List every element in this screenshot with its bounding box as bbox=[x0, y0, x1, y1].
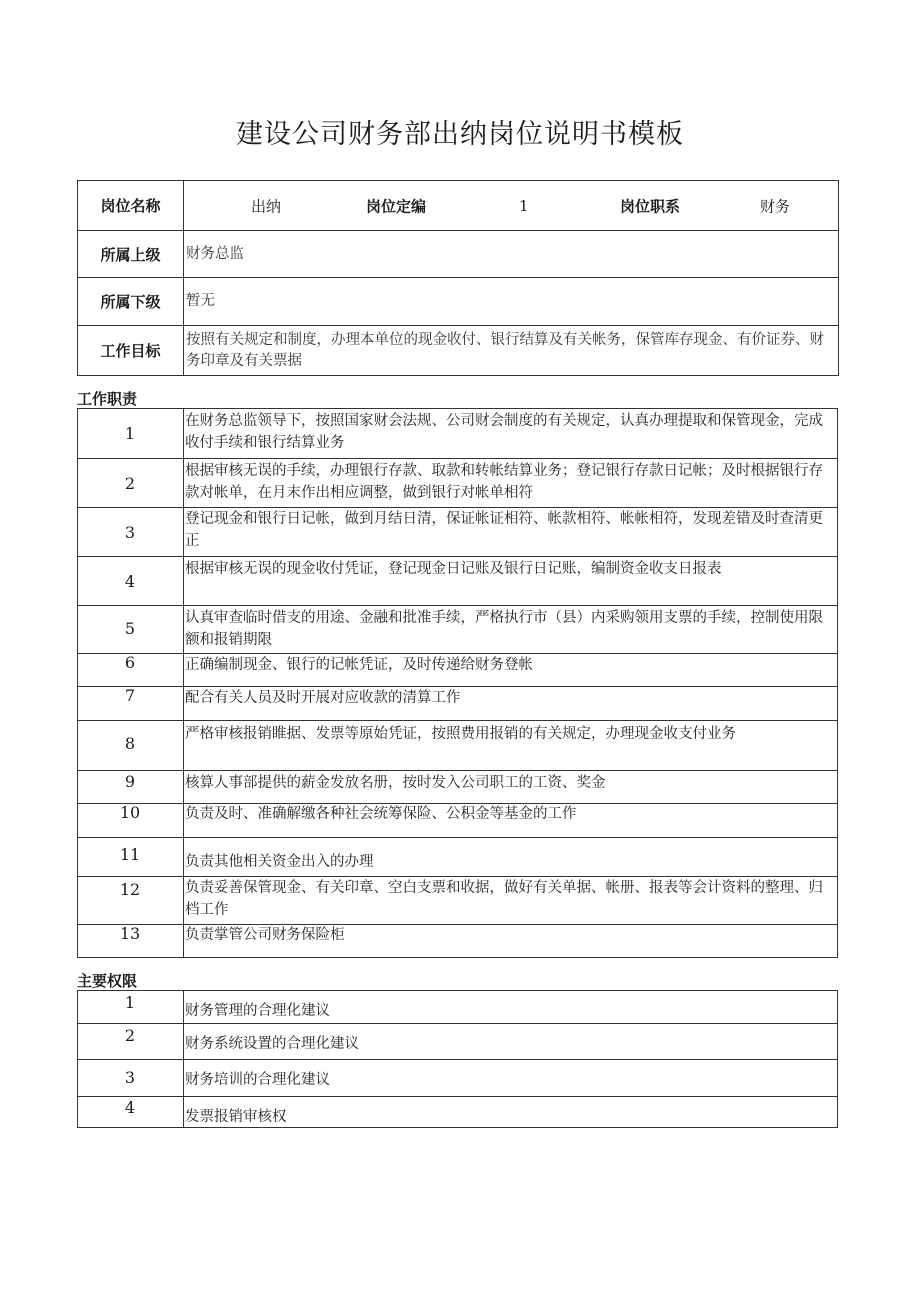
duty-text: 核算人事部提供的薪金发放名册，按时发入公司职工的工资、奖金 bbox=[185, 775, 606, 791]
duty-row-7 bbox=[77, 686, 838, 720]
duty-number: 5 bbox=[124, 619, 136, 638]
goal-label: 工作目标 bbox=[78, 326, 184, 376]
duty-text: 负责其他相关资金出入的办理 bbox=[185, 854, 374, 870]
authority-row-1 bbox=[77, 990, 838, 1023]
duty-number: 12 bbox=[119, 880, 141, 899]
authority-row-3 bbox=[77, 1059, 838, 1096]
authority-text: 财务管理的合理化建议 bbox=[185, 1003, 330, 1019]
position-info-cell bbox=[184, 181, 839, 231]
duty-number: 11 bbox=[119, 845, 141, 864]
superior-value: 财务总监 bbox=[184, 231, 839, 278]
position-family-label: 岗位职系 bbox=[620, 197, 681, 215]
position-name-label: 岗位名称 bbox=[78, 181, 184, 231]
subordinate-label: 所属下级 bbox=[78, 278, 184, 326]
goal-row bbox=[78, 326, 839, 376]
duty-number: 3 bbox=[124, 523, 136, 542]
authority-text: 财务培训的合理化建议 bbox=[185, 1072, 330, 1088]
authority-number: 4 bbox=[124, 1098, 136, 1117]
authority-row-2 bbox=[77, 1023, 838, 1059]
duty-row-2 bbox=[77, 458, 838, 507]
position-row bbox=[78, 181, 839, 231]
goal-value: 按照有关规定和制度，办理本单位的现金收付、银行结算及有关帐务，保管库存现金、有价证券、财务印章及有关票据 bbox=[184, 326, 839, 376]
duty-text: 根据审核无误的手续，办理银行存款、取款和转帐结算业务；登记银行存款日记帐；及时根据银行存款对帐单，在月末作出相应调整，做到银行对帐单相符 bbox=[185, 463, 823, 501]
duty-number: 9 bbox=[124, 772, 136, 791]
duty-row-divider bbox=[77, 957, 838, 958]
duty-text: 登记现金和银行日记帐，做到月结日清，保证帐证相符、帐款相符、帐帐相符，发现差错及时查清更正 bbox=[185, 511, 823, 549]
header-table bbox=[77, 180, 839, 376]
superior-label: 所属上级 bbox=[78, 231, 184, 278]
authority-heading: 主要权限 bbox=[77, 972, 138, 990]
duty-number: 8 bbox=[124, 734, 136, 753]
authority-number: 2 bbox=[124, 1026, 136, 1045]
duties-table bbox=[77, 408, 838, 957]
duty-row-10 bbox=[77, 803, 838, 837]
duty-text: 正确编制现金、银行的记帐凭证，及时传递给财务登帐 bbox=[185, 657, 533, 673]
duties-heading: 工作职责 bbox=[77, 390, 138, 408]
duty-number: 7 bbox=[124, 686, 136, 705]
duty-text: 根据审核无误的现金收付凭证，登记现金日记账及银行日记账，编制资金收支日报表 bbox=[185, 561, 722, 577]
duty-row-12 bbox=[77, 876, 838, 924]
superior-row bbox=[78, 231, 839, 278]
duty-number: 2 bbox=[124, 474, 136, 493]
duty-text: 认真审查临时借支的用途、金融和批准手续，严格执行市（县）内采购领用支票的手续，控制使用限额和报销期限 bbox=[185, 610, 823, 648]
duty-text: 配合有关人员及时开展对应收款的清算工作 bbox=[185, 690, 461, 706]
duty-row-3 bbox=[77, 507, 838, 556]
duty-text: 负责掌管公司财务保险柜 bbox=[185, 927, 345, 943]
authority-text: 财务系统设置的合理化建议 bbox=[185, 1036, 359, 1052]
duty-row-11 bbox=[77, 837, 838, 876]
duty-number: 10 bbox=[119, 803, 141, 822]
position-family-value: 财务 bbox=[760, 197, 791, 215]
authority-number: 1 bbox=[124, 993, 136, 1012]
subordinate-value: 暂无 bbox=[184, 278, 839, 326]
position-quota-label: 岗位定编 bbox=[366, 197, 427, 215]
duty-row-1 bbox=[77, 408, 838, 458]
duty-text: 严格审核报销睢据、发票等原始凭证，按照费用报销的有关规定，办理现金收支付业务 bbox=[185, 726, 736, 742]
duty-row-8 bbox=[77, 720, 838, 770]
authority-number: 3 bbox=[124, 1068, 136, 1087]
authority-text: 发票报销审核权 bbox=[185, 1109, 287, 1125]
duty-row-5 bbox=[77, 605, 838, 653]
page-title: 建设公司财务部出纳岗位说明书模板 bbox=[236, 119, 684, 150]
duty-text: 负责妥善保管现金、有关印章、空白支票和收据，做好有关单据、帐册、报表等会计资料的整理、归档工作 bbox=[185, 880, 823, 918]
duty-text: 负责及时、准确解缴各种社会统筹保险、公积金等基金的工作 bbox=[185, 806, 577, 822]
duty-row-13 bbox=[77, 924, 838, 957]
subordinate-row bbox=[78, 278, 839, 326]
duty-number: 6 bbox=[124, 653, 136, 672]
duty-number: 4 bbox=[124, 572, 136, 591]
position-quota-value: 1 bbox=[519, 196, 529, 215]
authority-table bbox=[77, 990, 838, 1127]
duty-row-9 bbox=[77, 770, 838, 803]
authority-row-4 bbox=[77, 1096, 838, 1127]
duty-number: 13 bbox=[119, 924, 141, 943]
duty-row-6 bbox=[77, 653, 838, 686]
position-name-value: 出纳 bbox=[251, 197, 282, 215]
duty-number: 1 bbox=[124, 424, 136, 443]
duty-text: 在财务总监领导下，按照国家财会法规、公司财会制度的有关规定，认真办理提取和保管现金，完成收付手续和银行结算业务 bbox=[185, 413, 823, 451]
duty-row-4 bbox=[77, 556, 838, 605]
